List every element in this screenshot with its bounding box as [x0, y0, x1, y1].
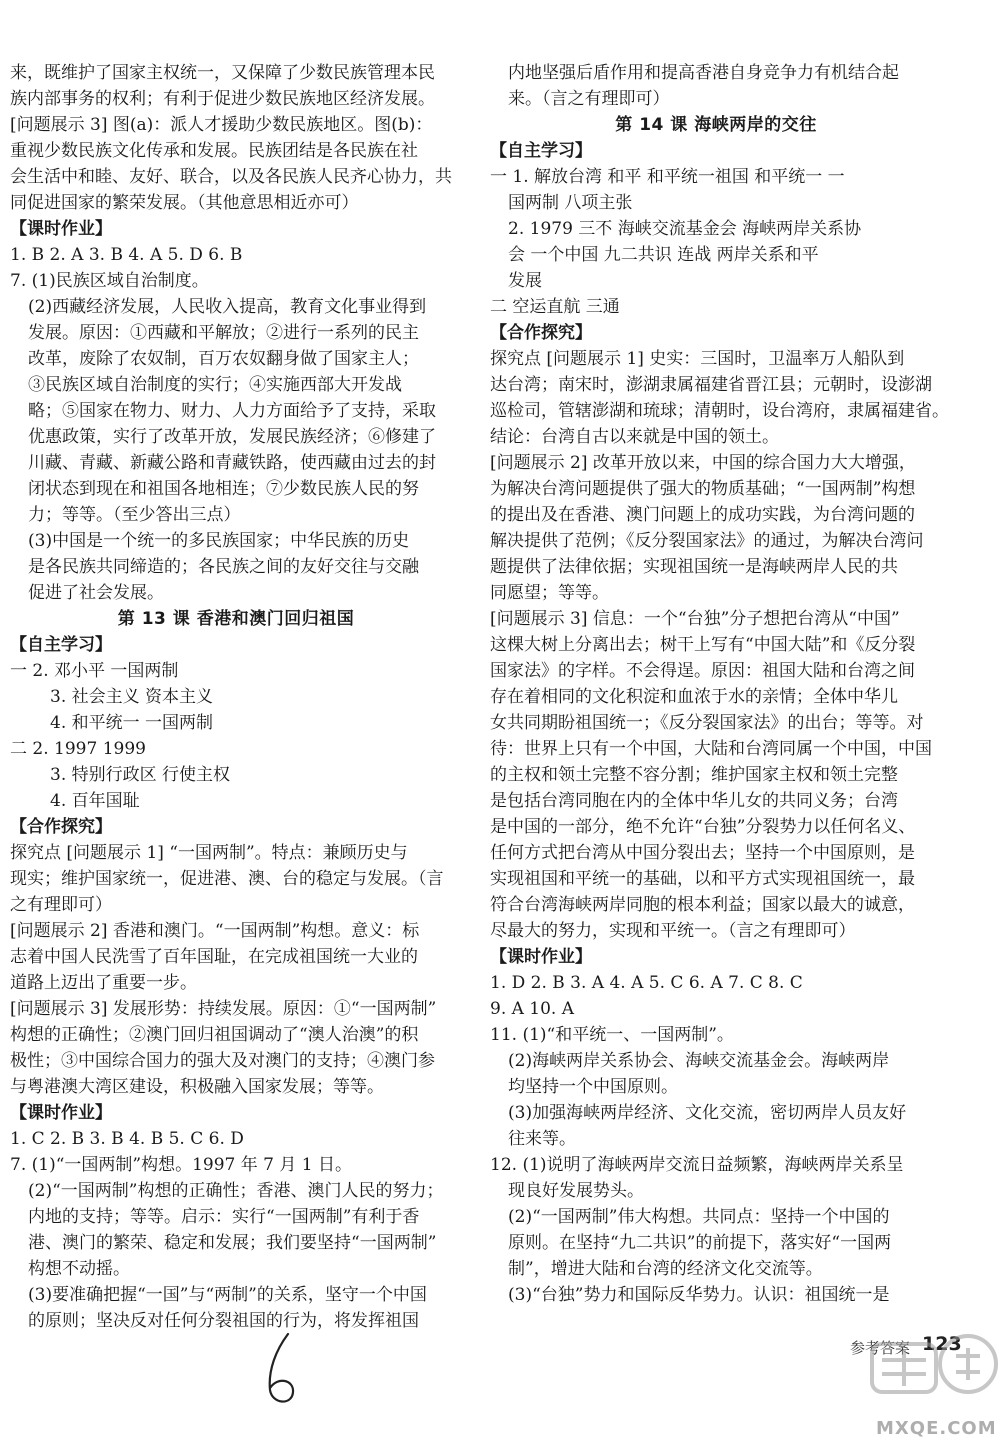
- text-line: 二 空运直航 三通: [490, 297, 620, 317]
- text-line: 重视少数民族文化传承和发展。民族团结是各民族在社: [10, 141, 418, 161]
- text-line: [问题展示 3] 发展形势：持续发展。原因：①“一国两制”: [10, 999, 437, 1019]
- text-line: (2)“一国两制”伟大构想。共同点：坚持一个中国的: [508, 1207, 890, 1227]
- text-line: 2. 1979 三不 海峡交流基金会 海峡两岸关系协: [508, 219, 862, 239]
- text-line: 现良好发展势头。: [508, 1181, 644, 1201]
- text-line: 这棵大树上分离出去；树干上写有“中国大陆”和《反分裂: [490, 635, 916, 655]
- text-line: 解决提供了范例；《反分裂国家法》的通过，为解决台湾问: [490, 531, 924, 551]
- text-line: 同促进国家的繁荣发展。（其他意思相近亦可）: [10, 193, 359, 213]
- text-line: 原则。在坚持“九二共识”的前提下，落实好“一国两: [508, 1233, 892, 1253]
- text-line: 构想的正确性；②澳门回归祖国调动了“澳人治澳”的积: [10, 1025, 419, 1045]
- text-line: 任何方式把台湾从中国分裂出去；坚持一个中国原则，是: [490, 843, 915, 863]
- text-line: [问题展示 3] 图(a)：派人才援助少数民族地区。图(b)：: [10, 115, 433, 135]
- text-line: 国两制 八项主张: [508, 193, 633, 213]
- text-line: 极性；③中国综合国力的强大及对澳门的支持；④澳门参: [10, 1051, 435, 1071]
- text-line: 结论：台湾自古以来就是中国的领土。: [490, 427, 779, 447]
- text-line: 的主权和领土完整不容分割；维护国家主权和领土完整: [490, 765, 898, 785]
- text-line: (3)加强海峡两岸经济、文化交流，密切两岸人员友好: [508, 1103, 907, 1123]
- footer-label: 参考答案: [850, 1339, 911, 1357]
- text-line: 志着中国人民洗雪了百年国耻，在完成祖国统一大业的: [10, 947, 418, 967]
- text-line: 内地坚强后盾作用和提高香港自身竞争力有机结合起: [508, 63, 899, 83]
- section-header: 【自主学习】: [490, 141, 592, 161]
- watermark-text: MXQE.COM: [876, 1418, 997, 1439]
- text-line: (2)“一国两制”构想的正确性；香港、澳门人民的努力；: [28, 1181, 444, 1201]
- lesson-title: 第 13 课 香港和澳门回归祖国: [117, 609, 355, 629]
- text-line: 1. C 2. B 3. B 4. B 5. C 6. D: [10, 1129, 244, 1149]
- text-line: 4. 和平统一 一国两制: [50, 713, 214, 733]
- text-line: 7. (1)“一国两制”构想。1997 年 7 月 1 日。: [10, 1155, 352, 1175]
- text-line: 力；等等。（至少答出三点）: [28, 505, 241, 525]
- text-line: 巡检司，管辖澎湖和琉球；清朝时，设台湾府，隶属福建省。: [490, 401, 949, 421]
- text-line: [问题展示 2] 香港和澳门。“一国两制”构想。意义：标: [10, 921, 420, 941]
- text-line: 3. 社会主义 资本主义: [50, 687, 214, 707]
- text-line: 促进了社会发展。: [28, 583, 164, 603]
- text-line: 均坚持一个中国原则。: [508, 1077, 678, 1097]
- watermark-logo: [868, 1330, 998, 1440]
- text-line: 一 1. 解放台湾 和平 和平统一祖国 和平统一 一: [490, 167, 845, 187]
- text-line: (3)要准确把握“一国”与“两制”的关系，坚守一个中国: [28, 1285, 427, 1305]
- text-line: 为解决台湾问题提供了强大的物质基础；“一国两制”构想: [490, 479, 916, 499]
- text-line: 探究点 [问题展示 1] “一国两制”。特点：兼顾历史与: [10, 843, 408, 863]
- text-line: 略；⑤国家在物力、财力、人力方面给予了支持，采取: [28, 401, 436, 421]
- text-line: (3)中国是一个统一的多民族国家；中华民族的历史: [28, 531, 410, 551]
- text-line: 同愿望；等等。: [490, 583, 609, 603]
- text-line: 是各民族共同缔造的；各民族之间的友好交往与交融: [28, 557, 419, 577]
- text-line: 是包括台湾同胞在内的全体中华儿女的共同义务；台湾: [490, 791, 898, 811]
- text-line: 族内部事务的权利；有利于促进少数民族地区经济发展。: [10, 89, 435, 109]
- text-line: 国家法》的字样。不会得逞。原因：祖国大陆和台湾之间: [490, 661, 915, 681]
- text-line: 的原则；坚决反对任何分裂祖国的行为，将发挥祖国: [28, 1311, 419, 1331]
- left-column: [10, 60, 462, 1334]
- page-number: 123: [922, 1333, 962, 1355]
- text-line: 现实；维护国家统一，促进港、澳、台的稳定与发展。（言: [10, 869, 444, 889]
- text-line: 的提出及在香港、澳门问题上的成功实践，为台湾问题的: [490, 505, 915, 525]
- text-line: 尽最大的努力，实现和平统一。（言之有理即可）: [490, 921, 856, 941]
- section-header: 【课时作业】: [490, 947, 592, 967]
- section-header: 【合作探究】: [10, 817, 112, 837]
- text-line: 4. 百年国耻: [50, 791, 140, 811]
- text-line: 会 一个中国 九二共识 连战 两岸关系和平: [508, 245, 819, 265]
- text-line: 内地的支持；等等。启示：实行“一国两制”有利于香: [28, 1207, 420, 1227]
- text-line: 符合台湾海峡两岸同胞的根本利益；国家以最大的诚意，: [490, 895, 915, 915]
- text-line: 7. (1)民族区域自治制度。: [10, 271, 209, 291]
- text-line: 12. (1)说明了海峡两岸交流日益频繁，海峡两岸关系呈: [490, 1155, 904, 1175]
- text-line: 待：世界上只有一个中国，大陆和台湾同属一个中国，中国: [490, 739, 932, 759]
- text-line: 11. (1)“和平统一、一国两制”。: [490, 1025, 734, 1045]
- section-header: 【课时作业】: [10, 1103, 112, 1123]
- section-header: 【自主学习】: [10, 635, 112, 655]
- text-line: 存在着相同的文化积淀和血浓于水的亲情；全体中华儿: [490, 687, 898, 707]
- text-line: 发展: [508, 271, 542, 291]
- text-line: 会生活中和睦、友好、联合，以及各民族人民齐心协力，共: [10, 167, 452, 187]
- text-line: [问题展示 3] 信息：一个“台独”分子想把台湾从“中国”: [490, 609, 900, 629]
- text-line: 改革，废除了农奴制，百万农奴翻身做了国家主人；: [28, 349, 419, 369]
- text-line: ③民族区域自治制度的实行；④实施西部大开发战: [28, 375, 402, 395]
- text-line: 发展。原因：①西藏和平解放；②进行一系列的民主: [28, 323, 419, 343]
- text-line: 是中国的一部分，绝不允许“台独”分裂势力以任何名义、: [490, 817, 916, 837]
- text-line: 川藏、青藏、新藏公路和青藏铁路，使西藏由过去的封: [28, 453, 436, 473]
- text-line: 往来等。: [508, 1129, 576, 1149]
- text-line: 实现祖国和平统一的基础，以和平方式实现祖国统一，最: [490, 869, 915, 889]
- text-line: 道路上迈出了重要一步。: [10, 973, 197, 993]
- handwritten-mark: [262, 1330, 302, 1410]
- text-line: (3)“台独”势力和国际反华势力。认识：祖国统一是: [508, 1285, 890, 1305]
- section-header: 【课时作业】: [10, 219, 112, 239]
- text-line: 之有理即可）: [10, 895, 112, 915]
- text-line: 题提供了法律依据；实现祖国统一是海峡两岸人民的共: [490, 557, 898, 577]
- right-column: [490, 60, 949, 1308]
- handwritten-six-icon: [262, 1330, 302, 1410]
- text-line: 来。（言之有理即可）: [508, 89, 670, 109]
- section-header: 【合作探究】: [490, 323, 592, 343]
- text-line: 构想不动摇。: [28, 1259, 130, 1279]
- text-line: 与粤港澳大湾区建设，积极融入国家发展；等等。: [10, 1077, 384, 1097]
- text-line: 优惠政策，实行了改革开放，发展民族经济；⑥修建了: [28, 427, 436, 447]
- text-line: (2)海峡两岸关系协会、海峡交流基金会。海峡两岸: [508, 1051, 890, 1071]
- text-line: (2)西藏经济发展，人民收入提高，教育文化事业得到: [28, 297, 427, 317]
- text-line: 9. A 10. A: [490, 999, 575, 1019]
- text-line: 二 2. 1997 1999: [10, 739, 146, 759]
- text-line: 来，既维护了国家主权统一，又保障了少数民族管理本民: [10, 63, 435, 83]
- text-line: 探究点 [问题展示 1] 史实：三国时，卫温率万人船队到: [490, 349, 905, 369]
- text-line: 港、澳门的繁荣、稳定和发展；我们要坚持“一国两制”: [28, 1233, 437, 1253]
- watermark-seal-icon: [868, 1330, 998, 1420]
- text-line: 女共同期盼祖国统一；《反分裂国家法》的出台；等等。对: [490, 713, 924, 733]
- text-line: 3. 特别行政区 行使主权: [50, 765, 231, 785]
- text-line: 1. B 2. A 3. B 4. A 5. D 6. B: [10, 245, 243, 265]
- text-line: 1. D 2. B 3. A 4. A 5. C 6. A 7. C 8. C: [490, 973, 803, 993]
- text-line: 制”，增进大陆和台湾的经济文化交流等。: [508, 1259, 823, 1279]
- lesson-title: 第 14 课 海峡两岸的交往: [615, 115, 817, 135]
- text-line: 闭状态到现在和祖国各地相连；⑦少数民族人民的努: [28, 479, 419, 499]
- text-line: 一 2. 邓小平 一国两制: [10, 661, 179, 681]
- text-line: 达台湾；南宋时，澎湖隶属福建省晋江县；元朝时，设澎湖: [490, 375, 932, 395]
- text-line: [问题展示 2] 改革开放以来，中国的综合国力大大增强，: [490, 453, 916, 473]
